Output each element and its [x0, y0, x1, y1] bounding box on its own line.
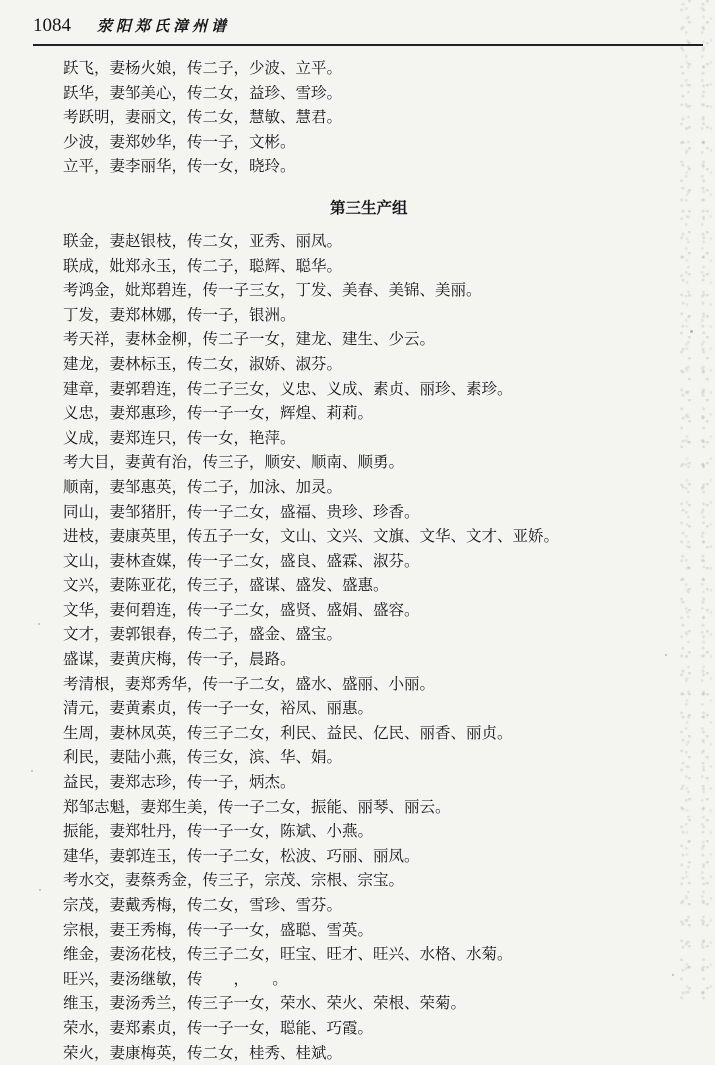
- page-number: 1084: [33, 15, 71, 36]
- genealogy-entry: 文才，妻郭银春，传二子，盛金、盛宝。: [63, 625, 343, 644]
- genealogy-content: [63, 56, 663, 1065]
- genealogy-entry: 联金，妻赵银枝，传二女，亚秀、丽凤。: [63, 231, 343, 250]
- genealogy-entry: 考跃明，妻丽文，传二女，慧敏、慧君。: [63, 108, 343, 127]
- scan-edge-noise: [675, 0, 715, 1000]
- genealogy-entry: 考鸿金，妣郑碧连，传一子三女，丁发、美春、美锦、美丽。: [63, 281, 482, 300]
- genealogy-entry: 宗茂，妻戴秀梅，传二女，雪珍、雪芬。: [63, 896, 343, 914]
- scan-speck: [38, 623, 40, 625]
- genealogy-entry: 建龙，妻林标玉，传二女，淑娇、淑芬。: [63, 354, 343, 373]
- header-rule: [33, 44, 703, 46]
- section-title: 第三生产组: [330, 198, 408, 217]
- genealogy-entry: 考天祥，妻林金柳，传二子一女，建龙、建生、少云。: [63, 330, 436, 349]
- scan-speck: [672, 974, 674, 976]
- genealogy-entry: 旺兴，妻汤继敏，传 ， 。: [63, 969, 288, 988]
- genealogy-entry: 文兴，妻陈亚花，传三子，盛谋、盛发、盛惠。: [63, 576, 389, 595]
- genealogy-entry: 荣火，妻康梅英，传二女，桂秀、桂斌。: [63, 1043, 343, 1062]
- genealogy-entry: 同山，妻邹猪肝，传一子二女，盛福、贵珍、珍香。: [63, 502, 420, 521]
- genealogy-entry: 文山，妻林查媒，传一子二女，盛良、盛霖、淑芬。: [63, 551, 420, 570]
- genealogy-entry: 维玉，妻汤秀兰，传三子一女，荣水、荣火、荣根、荣菊。: [63, 994, 467, 1013]
- genealogy-entry: 益民，妻郑志珍，传一子，炳杰。: [63, 773, 296, 792]
- genealogy-entry: 利民，妻陆小燕，传三女，滨、华、娟。: [63, 748, 343, 767]
- genealogy-entry: 立平，妻李丽华，传一女，晓玲。: [63, 157, 296, 176]
- scan-speck: [690, 330, 693, 333]
- genealogy-entry: 建章，妻郭碧连，传二子三女，义忠、义成、素贞、丽珍、素珍。: [63, 379, 513, 398]
- genealogy-entry: 考水交，妻蔡秀金，传三子，宗茂、宗根、宗宝。: [63, 871, 405, 890]
- scan-speck: [39, 889, 41, 891]
- scan-speck: [31, 770, 33, 772]
- running-title: 荥阳郑氏漳州谱: [97, 17, 231, 35]
- genealogy-entry: 义成，妻郑连只，传一女，艳萍。: [63, 428, 296, 447]
- genealogy-entry: 义忠，妻郑惠珍，传一子一女，辉煌、莉莉。: [63, 404, 374, 423]
- genealogy-entry: 跃华，妻邹美心，传二女，益珍、雪珍。: [63, 83, 343, 102]
- genealogy-entry: 跃飞，妻杨火娘，传二子，少波、立平。: [63, 59, 343, 77]
- genealogy-entry: 荣水，妻郑素贞，传一子一女，聪能、巧霞。: [63, 1018, 374, 1037]
- scan-speck: [665, 654, 667, 656]
- genealogy-entry: 顺南，妻邹惠英，传二子，加泳、加灵。: [63, 477, 343, 496]
- genealogy-entry: 少波，妻郑妙华，传一子，文彬。: [63, 132, 296, 151]
- genealogy-entry: 进枝，妻康英里，传五子一女，文山、文兴、文旗、文华、文才、亚娇。: [63, 527, 560, 546]
- genealogy-entry: 清元，妻黄素贞，传一子一女，裕凤、丽惠。: [63, 699, 374, 718]
- genealogy-entry: 文华，妻何碧连，传一子二女，盛贤、盛娟、盛容。: [63, 600, 420, 619]
- genealogy-entry: 建华，妻郭连玉，传一子二女，松波、巧丽、丽凤。: [63, 846, 420, 865]
- genealogy-entry: 盛谋，妻黄庆梅，传一子，晨路。: [63, 650, 296, 669]
- genealogy-entry: 生周，妻林凤英，传三子二女，利民、益民、亿民、丽香、丽贞。: [63, 723, 513, 742]
- genealogy-entry: 维金，妻汤花枝，传三子二女，旺宝、旺才、旺兴、水格、水菊。: [63, 945, 513, 964]
- genealogy-entry: 宗根，妻王秀梅，传一子一女，盛聪、雪英。: [63, 920, 374, 939]
- genealogy-entry: 联成，妣郑永玉，传二子，聪辉、聪华。: [63, 256, 343, 275]
- page-header: [33, 14, 715, 48]
- genealogy-entry: 振能，妻郑牡丹，传一子一女，陈斌、小燕。: [63, 822, 374, 841]
- genealogy-entry: 丁发，妻郑林娜，传一子，银洲。: [63, 305, 296, 324]
- genealogy-entry: 考清根，妻郑秀华，传一子二女，盛水、盛丽、小丽。: [63, 674, 436, 693]
- genealogy-entry: 郑邹志魁，妻郑生美，传一子二女，振能、丽琴、丽云。: [63, 797, 451, 816]
- genealogy-entry: 考大目，妻黄有治，传三子，顺安、顺南、顺勇。: [63, 453, 405, 472]
